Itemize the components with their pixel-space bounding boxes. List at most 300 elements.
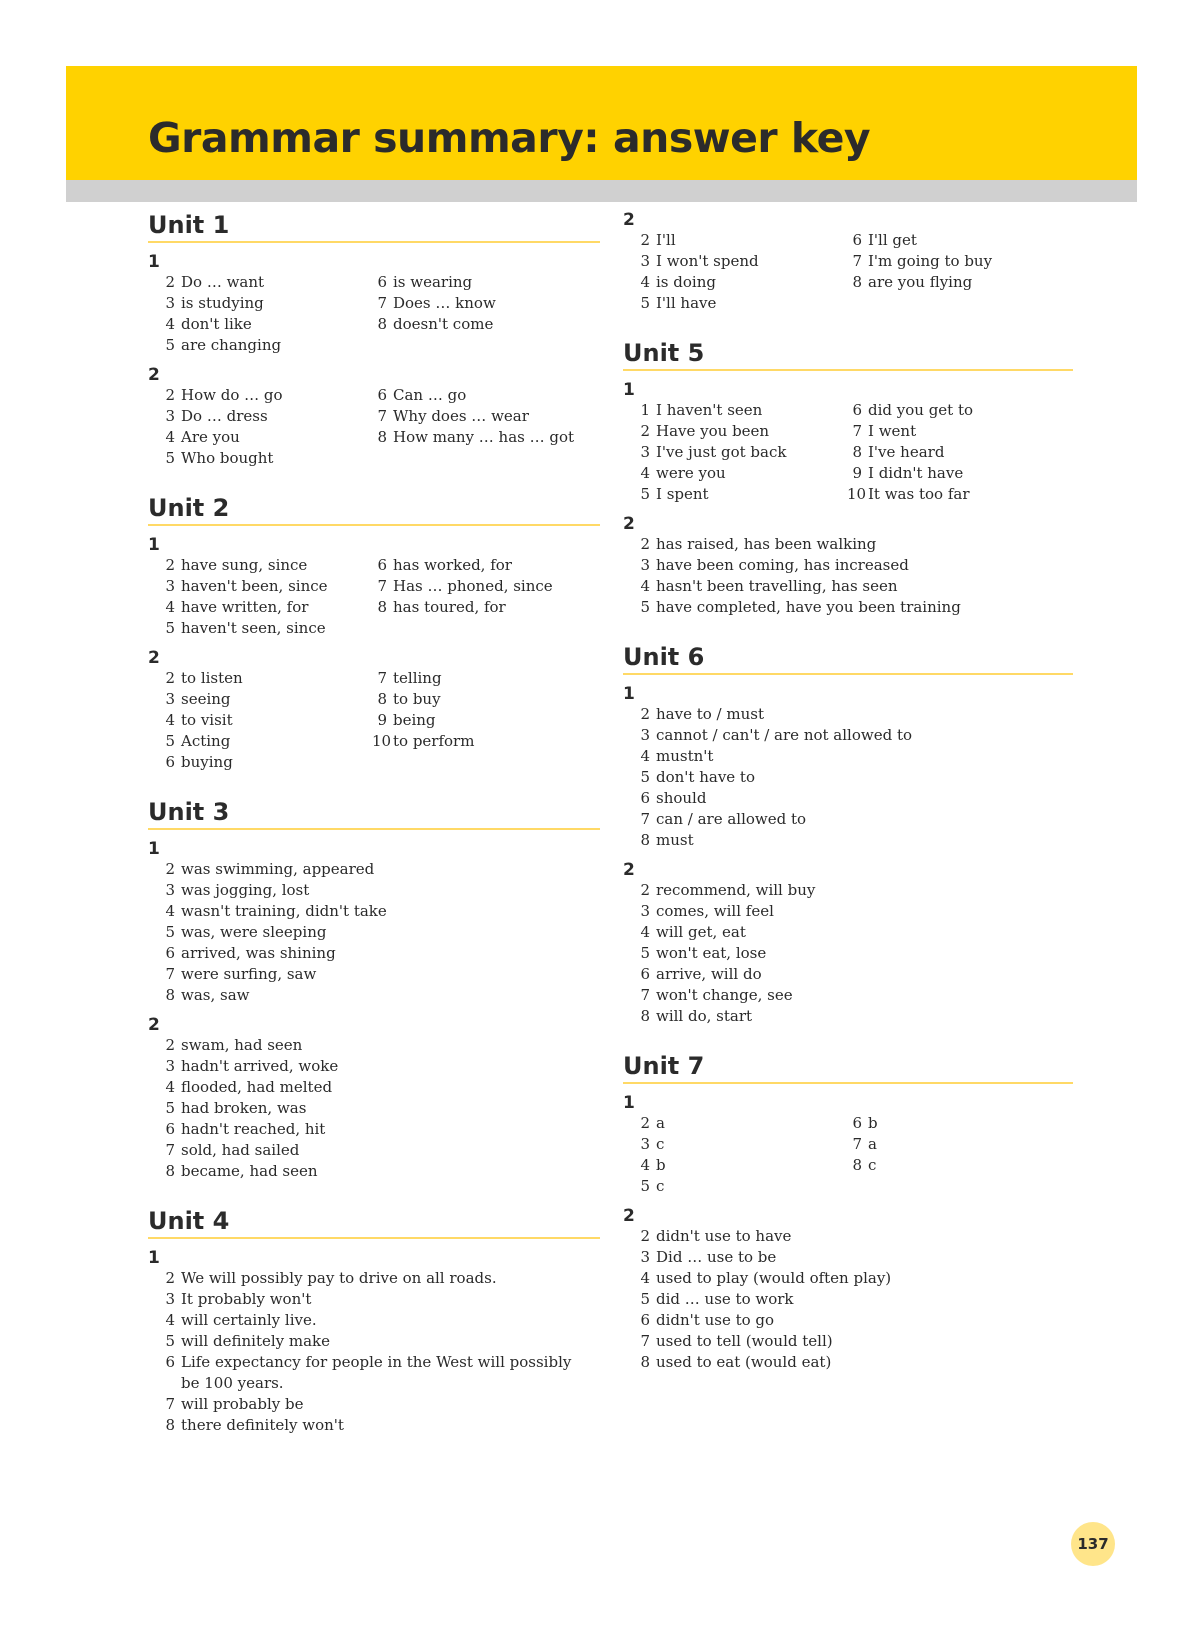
answer-number: 6 xyxy=(377,386,387,404)
answer-list xyxy=(635,1226,1073,1373)
answer-text: c xyxy=(868,1156,877,1174)
answer-number: 3 xyxy=(165,1290,175,1308)
answer-text: I'll have xyxy=(656,294,717,312)
answer-text: I spent xyxy=(656,485,709,503)
answer-item xyxy=(635,1155,847,1176)
answer-list xyxy=(160,555,600,639)
answer-text: had broken, was xyxy=(181,1099,307,1117)
answer-item xyxy=(635,1134,847,1155)
unit-2 xyxy=(148,493,600,773)
answer-number: 9 xyxy=(852,464,862,482)
answer-item xyxy=(635,1176,847,1197)
answer-number: 4 xyxy=(165,598,175,616)
answer-text: mustn't xyxy=(656,747,714,765)
answer-text: to perform xyxy=(393,732,475,750)
exercise-number: 2 xyxy=(148,648,160,668)
exercise-number: 1 xyxy=(148,535,160,555)
answer-number: 5 xyxy=(165,619,175,637)
answer-text: have been coming, has increased xyxy=(656,556,909,574)
answer-number: 8 xyxy=(377,428,387,446)
left-column xyxy=(148,210,600,1436)
answer-number: 6 xyxy=(165,1353,175,1371)
answer-item xyxy=(635,597,1073,618)
answer-item xyxy=(635,1247,1073,1268)
answer-text: haven't seen, since xyxy=(181,619,326,637)
answer-text: don't like xyxy=(181,315,252,333)
answer-number: 6 xyxy=(852,401,862,419)
answer-item xyxy=(372,406,600,427)
answer-text: didn't use to go xyxy=(656,1311,775,1329)
answer-list xyxy=(160,272,600,356)
answer-list xyxy=(635,1113,1073,1197)
answer-number: 3 xyxy=(165,407,175,425)
answer-number: 8 xyxy=(640,831,650,849)
answer-number: 7 xyxy=(165,1141,175,1159)
answer-text: there definitely won't xyxy=(181,1416,344,1434)
answer-item xyxy=(635,809,1073,830)
answer-text: did you get to xyxy=(868,401,974,419)
answer-item xyxy=(160,731,372,752)
answer-text: is doing xyxy=(656,273,716,291)
answer-number: 7 xyxy=(377,407,387,425)
answer-item xyxy=(372,272,600,293)
answer-item xyxy=(372,293,600,314)
answer-text: won't change, see xyxy=(656,986,793,1004)
answer-list xyxy=(635,880,1073,1027)
answer-text: Acting xyxy=(181,732,231,750)
exercise-number: 2 xyxy=(148,365,160,385)
answer-number: 8 xyxy=(377,598,387,616)
answer-number: 5 xyxy=(640,944,650,962)
answer-text: became, had seen xyxy=(181,1162,318,1180)
answer-number: 8 xyxy=(640,1353,650,1371)
answer-item xyxy=(160,293,372,314)
answer-number: 3 xyxy=(640,1135,650,1153)
answer-text: Do … dress xyxy=(181,407,268,425)
answer-text: How many … has … got xyxy=(393,428,575,446)
header-banner xyxy=(66,66,1137,180)
answer-item xyxy=(635,767,1073,788)
answer-item xyxy=(160,1268,600,1289)
answer-item xyxy=(160,1352,600,1394)
answer-number: 8 xyxy=(640,1007,650,1025)
answer-text: seeing xyxy=(181,690,231,708)
answer-text: Does … know xyxy=(393,294,496,312)
answer-item xyxy=(160,1289,600,1310)
answer-number: 5 xyxy=(640,294,650,312)
answer-number: 2 xyxy=(165,669,175,687)
answer-text: buying xyxy=(181,753,233,771)
unit-5 xyxy=(623,338,1073,618)
answer-item xyxy=(635,704,1073,725)
answer-text: have written, for xyxy=(181,598,309,616)
answer-number: 8 xyxy=(852,1156,862,1174)
answer-text: was jogging, lost xyxy=(181,881,310,899)
unit-4-continued xyxy=(623,210,1073,314)
answer-item xyxy=(160,1310,600,1331)
answer-text: will definitely make xyxy=(181,1332,331,1350)
answer-text: recommend, will buy xyxy=(656,881,816,899)
answer-number: 4 xyxy=(165,315,175,333)
answer-item xyxy=(635,293,847,314)
answer-list xyxy=(160,1268,600,1436)
exercise-number: 2 xyxy=(623,210,635,230)
answer-number: 3 xyxy=(165,1057,175,1075)
answer-item xyxy=(372,689,600,710)
answer-text: It probably won't xyxy=(181,1290,312,1308)
answer-item xyxy=(635,421,847,442)
answer-text: b xyxy=(656,1156,666,1174)
answer-item xyxy=(372,668,600,689)
answer-item xyxy=(635,1006,1073,1027)
answer-number: 5 xyxy=(165,732,175,750)
answer-text: arrive, will do xyxy=(656,965,762,983)
answer-item xyxy=(160,576,372,597)
answer-item xyxy=(160,1331,600,1352)
unit-title: Unit 2 xyxy=(148,493,600,526)
answer-number: 3 xyxy=(640,1248,650,1266)
answer-item xyxy=(160,1140,600,1161)
answer-item xyxy=(160,1056,600,1077)
answer-number: 2 xyxy=(640,881,650,899)
answer-number: 5 xyxy=(640,768,650,786)
answer-number: 2 xyxy=(640,422,650,440)
answer-text: used to play (would often play) xyxy=(656,1269,892,1287)
answer-item xyxy=(847,1134,1073,1155)
answer-number: 2 xyxy=(165,273,175,291)
answer-number: 4 xyxy=(640,1156,650,1174)
answer-text: telling xyxy=(393,669,442,687)
answer-text: I've heard xyxy=(868,443,945,461)
answer-number: 7 xyxy=(852,1135,862,1153)
answer-item xyxy=(160,689,372,710)
answer-number: 6 xyxy=(165,1120,175,1138)
answer-number: 8 xyxy=(165,986,175,1004)
answer-item xyxy=(635,880,1073,901)
answer-number: 2 xyxy=(640,1114,650,1132)
answer-number: 6 xyxy=(640,789,650,807)
answer-text: c xyxy=(656,1177,665,1195)
answer-item xyxy=(160,555,372,576)
answer-text: How do … go xyxy=(181,386,283,404)
answer-text: must xyxy=(656,831,694,849)
answer-item xyxy=(160,448,372,469)
unit-title: Unit 5 xyxy=(623,338,1073,371)
answer-text: has worked, for xyxy=(393,556,512,574)
answer-text: a xyxy=(656,1114,665,1132)
answer-item xyxy=(160,272,372,293)
unit-title: Unit 6 xyxy=(623,642,1073,675)
answer-number: 4 xyxy=(165,428,175,446)
answer-item xyxy=(160,901,600,922)
answer-text: I'm going to buy xyxy=(868,252,993,270)
answer-text: Have you been xyxy=(656,422,770,440)
answer-number: 5 xyxy=(640,1177,650,1195)
answer-item xyxy=(635,251,847,272)
page-title: Grammar summary: answer key xyxy=(148,114,871,162)
unit-1 xyxy=(148,210,600,469)
answer-number: 3 xyxy=(640,443,650,461)
answer-text: c xyxy=(656,1135,665,1153)
answer-item xyxy=(635,576,1073,597)
answer-item xyxy=(160,859,600,880)
exercise-number: 1 xyxy=(623,380,635,400)
exercise-number: 1 xyxy=(148,252,160,272)
answer-text: We will possibly pay to drive on all roads. xyxy=(181,1269,497,1287)
answer-item xyxy=(160,668,372,689)
answer-item xyxy=(160,752,372,773)
answer-number: 6 xyxy=(640,965,650,983)
answer-number: 2 xyxy=(165,1269,175,1287)
answer-item xyxy=(160,314,372,335)
answer-number: 5 xyxy=(640,1290,650,1308)
answer-number: 7 xyxy=(165,1395,175,1413)
answer-text: I've just got back xyxy=(656,443,787,461)
answer-number: 4 xyxy=(640,747,650,765)
answer-number: 3 xyxy=(165,577,175,595)
answer-number: 10 xyxy=(847,485,867,503)
answer-text: has raised, has been walking xyxy=(656,535,877,553)
answer-number: 2 xyxy=(165,556,175,574)
answer-text: I didn't have xyxy=(868,464,964,482)
answer-text: will certainly live. xyxy=(181,1311,317,1329)
answer-number: 5 xyxy=(165,1332,175,1350)
answer-list xyxy=(635,230,1073,314)
answer-item xyxy=(635,463,847,484)
answer-text: was, were sleeping xyxy=(181,923,327,941)
answer-number: 6 xyxy=(165,944,175,962)
answer-item xyxy=(372,385,600,406)
answer-number: 4 xyxy=(640,273,650,291)
exercise-number: 2 xyxy=(623,514,635,534)
answer-text: are you flying xyxy=(868,273,973,291)
answer-text: being xyxy=(393,711,436,729)
answer-number: 7 xyxy=(640,986,650,1004)
answer-text: have to / must xyxy=(656,705,764,723)
answer-item xyxy=(160,1415,600,1436)
answer-item xyxy=(635,230,847,251)
answer-list xyxy=(635,704,1073,851)
exercise-number: 1 xyxy=(623,1093,635,1113)
answer-item xyxy=(847,251,1073,272)
answer-item xyxy=(372,731,600,752)
answer-item xyxy=(635,830,1073,851)
answer-number: 6 xyxy=(165,753,175,771)
answer-number: 3 xyxy=(165,881,175,899)
answer-text: have completed, have you been training xyxy=(656,598,961,616)
answer-item xyxy=(847,484,1073,505)
answer-text: used to tell (would tell) xyxy=(656,1332,833,1350)
answer-item xyxy=(160,1161,600,1182)
answer-item xyxy=(160,985,600,1006)
answer-item xyxy=(847,230,1073,251)
unit-4 xyxy=(148,1206,600,1436)
answer-item xyxy=(635,272,847,293)
answer-item xyxy=(847,272,1073,293)
answer-number: 7 xyxy=(852,422,862,440)
answer-item xyxy=(635,1352,1073,1373)
right-column xyxy=(623,210,1073,1373)
answer-text: Who bought xyxy=(181,449,274,467)
answer-text: I'll get xyxy=(868,231,917,249)
answer-item xyxy=(160,618,372,639)
answer-number: 10 xyxy=(372,732,392,750)
answer-text: It was too far xyxy=(868,485,970,503)
answer-number: 7 xyxy=(640,810,650,828)
answer-text: flooded, had melted xyxy=(181,1078,333,1096)
unit-7 xyxy=(623,1051,1073,1373)
answer-number: 8 xyxy=(852,443,862,461)
answer-text: used to eat (would eat) xyxy=(656,1353,832,1371)
unit-6 xyxy=(623,642,1073,1027)
answer-text: Why does … wear xyxy=(393,407,529,425)
answer-item xyxy=(160,335,372,356)
answer-number: 7 xyxy=(377,669,387,687)
answer-text: didn't use to have xyxy=(656,1227,792,1245)
answer-text: doesn't come xyxy=(393,315,494,333)
answer-item xyxy=(635,442,847,463)
answer-number: 9 xyxy=(377,711,387,729)
answer-number: 7 xyxy=(852,252,862,270)
answer-text: is studying xyxy=(181,294,264,312)
answer-text: Life expectancy for people in the West will possibly be 100 years. xyxy=(181,1353,572,1392)
answer-item xyxy=(635,788,1073,809)
answer-item xyxy=(847,421,1073,442)
answer-text: Do … want xyxy=(181,273,265,291)
answer-item xyxy=(847,442,1073,463)
answer-item xyxy=(847,1155,1073,1176)
answer-item xyxy=(635,1113,847,1134)
answer-text: Has … phoned, since xyxy=(393,577,553,595)
answer-item xyxy=(635,534,1073,555)
answer-number: 2 xyxy=(640,231,650,249)
unit-3 xyxy=(148,797,600,1182)
answer-number: 5 xyxy=(165,449,175,467)
answer-item xyxy=(160,943,600,964)
answer-item xyxy=(635,725,1073,746)
answer-text: have sung, since xyxy=(181,556,308,574)
answer-number: 5 xyxy=(165,923,175,941)
answer-number: 3 xyxy=(640,902,650,920)
answer-number: 4 xyxy=(165,902,175,920)
answer-item xyxy=(160,1098,600,1119)
answer-text: hasn't been travelling, has seen xyxy=(656,577,898,595)
answer-text: Are you xyxy=(181,428,240,446)
answer-item xyxy=(847,463,1073,484)
answer-text: won't eat, lose xyxy=(656,944,767,962)
answer-item xyxy=(160,1394,600,1415)
answer-item xyxy=(635,1226,1073,1247)
answer-item xyxy=(635,943,1073,964)
answer-number: 6 xyxy=(640,1311,650,1329)
answer-text: was swimming, appeared xyxy=(181,860,375,878)
answer-text: did … use to work xyxy=(656,1290,794,1308)
unit-title: Unit 4 xyxy=(148,1206,600,1239)
answer-number: 8 xyxy=(165,1162,175,1180)
answer-text: are changing xyxy=(181,336,282,354)
answer-text: Can … go xyxy=(393,386,467,404)
answer-list xyxy=(160,1035,600,1182)
answer-number: 5 xyxy=(165,1099,175,1117)
answer-text: should xyxy=(656,789,707,807)
answer-text: cannot / can't / are not allowed to xyxy=(656,726,913,744)
answer-item xyxy=(635,1289,1073,1310)
answer-number: 7 xyxy=(165,965,175,983)
answer-text: hadn't arrived, woke xyxy=(181,1057,339,1075)
answer-number: 4 xyxy=(165,1311,175,1329)
answer-item xyxy=(635,746,1073,767)
answer-item xyxy=(635,964,1073,985)
answer-item xyxy=(372,427,600,448)
answer-item xyxy=(372,314,600,335)
answer-number: 3 xyxy=(165,690,175,708)
answer-number: 5 xyxy=(165,336,175,354)
answer-text: will do, start xyxy=(656,1007,753,1025)
answer-number: 2 xyxy=(640,1227,650,1245)
answer-number: 4 xyxy=(640,577,650,595)
answer-text: swam, had seen xyxy=(181,1036,303,1054)
answer-number: 4 xyxy=(640,923,650,941)
answer-item xyxy=(160,710,372,731)
answer-item xyxy=(372,555,600,576)
answer-item xyxy=(160,964,600,985)
answer-number: 1 xyxy=(640,401,650,419)
answer-number: 4 xyxy=(165,1078,175,1096)
answer-text: arrived, was shining xyxy=(181,944,336,962)
answer-item xyxy=(160,880,600,901)
exercise-number: 1 xyxy=(148,1248,160,1268)
exercise-number: 2 xyxy=(623,860,635,880)
answer-item xyxy=(635,1331,1073,1352)
answer-number: 8 xyxy=(165,1416,175,1434)
unit-title: Unit 3 xyxy=(148,797,600,830)
answer-text: can / are allowed to xyxy=(656,810,807,828)
answer-number: 6 xyxy=(852,231,862,249)
answer-number: 7 xyxy=(640,1332,650,1350)
answer-text: hadn't reached, hit xyxy=(181,1120,326,1138)
answer-list xyxy=(160,859,600,1006)
answer-item xyxy=(635,985,1073,1006)
answer-item xyxy=(847,1113,1073,1134)
answer-number: 5 xyxy=(640,485,650,503)
answer-text: don't have to xyxy=(656,768,755,786)
answer-number: 2 xyxy=(640,705,650,723)
answer-text: was, saw xyxy=(181,986,250,1004)
unit-title: Unit 1 xyxy=(148,210,600,243)
answer-text: to buy xyxy=(393,690,441,708)
answer-text: comes, will feel xyxy=(656,902,774,920)
answer-item xyxy=(635,901,1073,922)
answer-text: I'll xyxy=(656,231,676,249)
answer-list xyxy=(635,400,1073,505)
answer-item xyxy=(160,427,372,448)
page-number: 137 xyxy=(1071,1522,1115,1566)
answer-item xyxy=(635,484,847,505)
answer-text: a xyxy=(868,1135,877,1153)
answer-text: were surfing, saw xyxy=(181,965,317,983)
answer-number: 2 xyxy=(165,860,175,878)
answer-number: 3 xyxy=(640,556,650,574)
answer-text: will probably be xyxy=(181,1395,304,1413)
answer-list xyxy=(635,534,1073,618)
answer-number: 3 xyxy=(165,294,175,312)
answer-item xyxy=(635,555,1073,576)
answer-item xyxy=(160,597,372,618)
answer-text: to visit xyxy=(181,711,233,729)
exercise-number: 2 xyxy=(148,1015,160,1035)
header-divider xyxy=(66,180,1137,202)
answer-item xyxy=(160,1119,600,1140)
